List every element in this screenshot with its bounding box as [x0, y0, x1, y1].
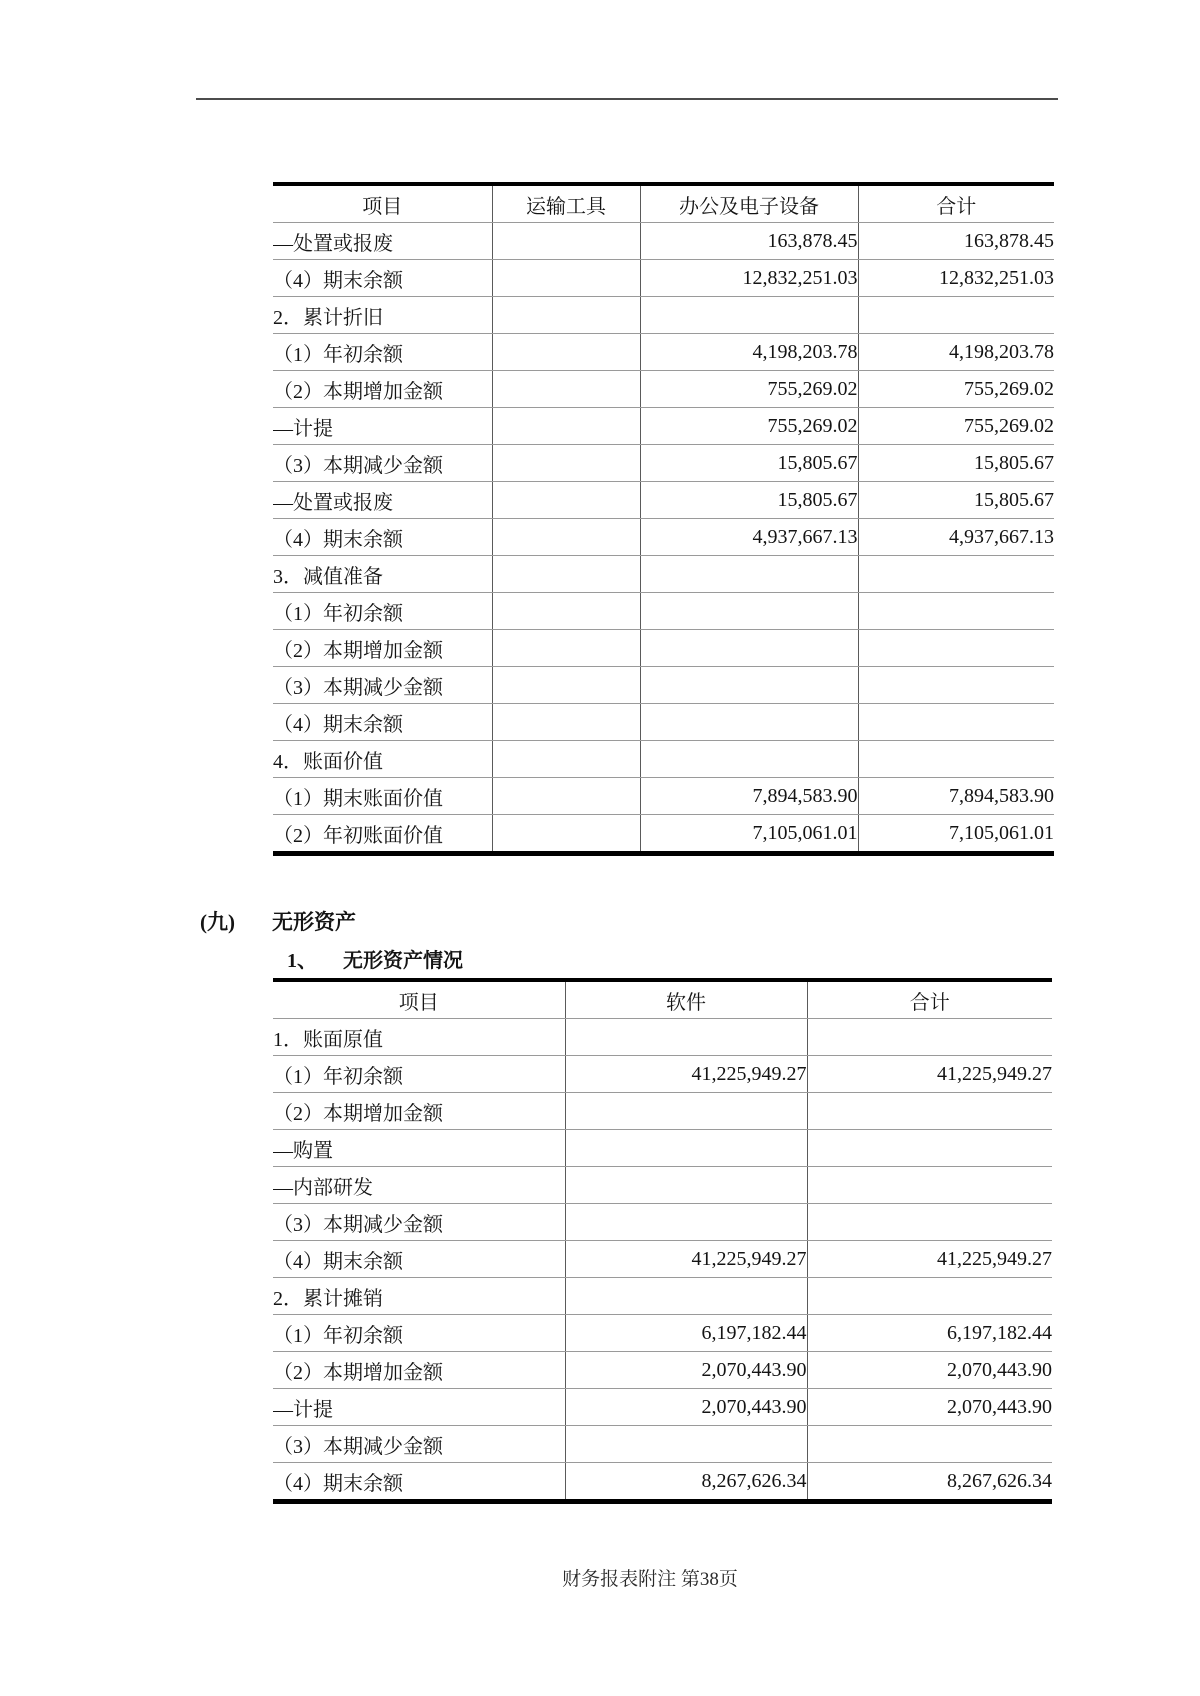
- table-row: [273, 297, 1054, 334]
- row-label-cell: 1．账面原值: [273, 1019, 565, 1056]
- row-label-cell: （3）本期减少金额: [273, 445, 492, 482]
- value-cell: [565, 1093, 807, 1130]
- value-cell: 7,105,061.01: [858, 815, 1054, 854]
- row-label-cell: 2．累计折旧: [273, 297, 492, 334]
- value-cell: [492, 445, 640, 482]
- column-header: 合计: [858, 184, 1054, 223]
- value-cell: [492, 741, 640, 778]
- value-cell: 15,805.67: [858, 445, 1054, 482]
- table-row: [273, 260, 1054, 297]
- value-cell: [565, 1130, 807, 1167]
- value-cell: 41,225,949.27: [807, 1241, 1052, 1278]
- table-row: [273, 1463, 1052, 1502]
- header-row: [273, 184, 1054, 223]
- value-cell: 4,937,667.13: [640, 519, 858, 556]
- value-cell: [492, 593, 640, 630]
- value-cell: 15,805.67: [640, 482, 858, 519]
- table-row: [273, 1278, 1052, 1315]
- value-cell: 6,197,182.44: [565, 1315, 807, 1352]
- value-cell: [492, 778, 640, 815]
- table-row: [273, 1352, 1052, 1389]
- value-cell: 163,878.45: [858, 223, 1054, 260]
- column-header: 软件: [565, 980, 807, 1019]
- row-label-cell: —计提: [273, 408, 492, 445]
- value-cell: 41,225,949.27: [807, 1056, 1052, 1093]
- subsection-number: 1、: [287, 950, 317, 972]
- table-row: [273, 334, 1054, 371]
- value-cell: [807, 1093, 1052, 1130]
- value-cell: 163,878.45: [640, 223, 858, 260]
- row-label-cell: （1）年初余额: [273, 593, 492, 630]
- section-title: 无形资产: [272, 910, 356, 934]
- row-label-cell: 4．账面价值: [273, 741, 492, 778]
- value-cell: [492, 704, 640, 741]
- row-label-cell: （4）期末余额: [273, 704, 492, 741]
- table-row: [273, 593, 1054, 630]
- row-label-cell: （1）期末账面价值: [273, 778, 492, 815]
- table-row: [273, 519, 1054, 556]
- table-row: [273, 1389, 1052, 1426]
- value-cell: [565, 1167, 807, 1204]
- value-cell: [565, 1204, 807, 1241]
- value-cell: [492, 519, 640, 556]
- value-cell: [858, 297, 1054, 334]
- table-row: [273, 482, 1054, 519]
- value-cell: [858, 556, 1054, 593]
- value-cell: 15,805.67: [858, 482, 1054, 519]
- value-cell: [492, 482, 640, 519]
- value-cell: 6,197,182.44: [807, 1315, 1052, 1352]
- value-cell: 2,070,443.90: [807, 1352, 1052, 1389]
- value-cell: 755,269.02: [858, 408, 1054, 445]
- row-label-cell: （2）年初账面价值: [273, 815, 492, 854]
- value-cell: 8,267,626.34: [565, 1463, 807, 1502]
- row-label-cell: （4）期末余额: [273, 1463, 565, 1502]
- value-cell: [492, 297, 640, 334]
- value-cell: [807, 1426, 1052, 1463]
- value-cell: [492, 556, 640, 593]
- row-label-cell: —计提: [273, 1389, 565, 1426]
- value-cell: [492, 260, 640, 297]
- value-cell: [807, 1204, 1052, 1241]
- value-cell: [807, 1019, 1052, 1056]
- intangible-assets-table-body: [273, 1019, 1052, 1502]
- value-cell: 8,267,626.34: [807, 1463, 1052, 1502]
- value-cell: [640, 667, 858, 704]
- column-header: 办公及电子设备: [640, 184, 858, 223]
- table-row: [273, 1167, 1052, 1204]
- value-cell: [858, 704, 1054, 741]
- row-label-cell: （1）年初余额: [273, 334, 492, 371]
- value-cell: 12,832,251.03: [640, 260, 858, 297]
- fixed-assets-table: [273, 182, 1054, 856]
- value-cell: [565, 1278, 807, 1315]
- row-label-cell: （2）本期增加金额: [273, 1352, 565, 1389]
- table-row: [273, 371, 1054, 408]
- value-cell: [858, 667, 1054, 704]
- value-cell: [640, 556, 858, 593]
- value-cell: [807, 1130, 1052, 1167]
- value-cell: [858, 593, 1054, 630]
- value-cell: 2,070,443.90: [565, 1352, 807, 1389]
- value-cell: 4,937,667.13: [858, 519, 1054, 556]
- column-header: 合计: [807, 980, 1052, 1019]
- table-row: [273, 1130, 1052, 1167]
- table-row: [273, 1204, 1052, 1241]
- value-cell: [492, 371, 640, 408]
- value-cell: 41,225,949.27: [565, 1241, 807, 1278]
- header-row: [273, 980, 1052, 1019]
- value-cell: 2,070,443.90: [807, 1389, 1052, 1426]
- value-cell: [565, 1426, 807, 1463]
- table-row: [273, 1241, 1052, 1278]
- row-label-cell: （2）本期增加金额: [273, 1093, 565, 1130]
- value-cell: [640, 704, 858, 741]
- value-cell: [640, 741, 858, 778]
- table-row: [273, 778, 1054, 815]
- row-label-cell: —处置或报废: [273, 482, 492, 519]
- value-cell: [640, 630, 858, 667]
- row-label-cell: 3．减值准备: [273, 556, 492, 593]
- fixed-assets-table-body: [273, 223, 1054, 854]
- column-header: 项目: [273, 184, 492, 223]
- value-cell: [492, 408, 640, 445]
- value-cell: [492, 815, 640, 854]
- value-cell: [858, 741, 1054, 778]
- column-header: 项目: [273, 980, 565, 1019]
- value-cell: [640, 593, 858, 630]
- table-row: [273, 1426, 1052, 1463]
- value-cell: 12,832,251.03: [858, 260, 1054, 297]
- value-cell: 755,269.02: [640, 371, 858, 408]
- value-cell: [858, 630, 1054, 667]
- column-header: 运输工具: [492, 184, 640, 223]
- value-cell: 755,269.02: [858, 371, 1054, 408]
- row-label-cell: （4）期末余额: [273, 260, 492, 297]
- table-row: [273, 1093, 1052, 1130]
- table-row: [273, 556, 1054, 593]
- row-label-cell: （1）年初余额: [273, 1315, 565, 1352]
- table-row: [273, 223, 1054, 260]
- value-cell: [807, 1278, 1052, 1315]
- row-label-cell: （2）本期增加金额: [273, 630, 492, 667]
- table-row: [273, 741, 1054, 778]
- page-header-rule: [196, 98, 1058, 100]
- row-label-cell: （3）本期减少金额: [273, 667, 492, 704]
- row-label-cell: 2．累计摊销: [273, 1278, 565, 1315]
- value-cell: 7,894,583.90: [640, 778, 858, 815]
- value-cell: 2,070,443.90: [565, 1389, 807, 1426]
- section-number: (九): [200, 910, 235, 934]
- value-cell: 7,105,061.01: [640, 815, 858, 854]
- value-cell: 7,894,583.90: [858, 778, 1054, 815]
- value-cell: [492, 630, 640, 667]
- value-cell: [492, 334, 640, 371]
- value-cell: 15,805.67: [640, 445, 858, 482]
- page-footer: 财务报表附注 第38页: [562, 1569, 738, 1590]
- table-row: [273, 704, 1054, 741]
- intangible-assets-table-header: [273, 980, 1052, 1019]
- intangible-assets-table: [273, 978, 1052, 1504]
- value-cell: [565, 1019, 807, 1056]
- row-label-cell: （4）期末余额: [273, 519, 492, 556]
- value-cell: [492, 223, 640, 260]
- value-cell: [807, 1167, 1052, 1204]
- table-row: [273, 1019, 1052, 1056]
- table-row: [273, 667, 1054, 704]
- row-label-cell: —处置或报废: [273, 223, 492, 260]
- value-cell: 41,225,949.27: [565, 1056, 807, 1093]
- row-label-cell: （2）本期增加金额: [273, 371, 492, 408]
- subsection-title: 无形资产情况: [343, 950, 463, 972]
- table-row: [273, 445, 1054, 482]
- table-row: [273, 630, 1054, 667]
- row-label-cell: （3）本期减少金额: [273, 1204, 565, 1241]
- table-row: [273, 815, 1054, 854]
- row-label-cell: （1）年初余额: [273, 1056, 565, 1093]
- value-cell: 4,198,203.78: [640, 334, 858, 371]
- table-row: [273, 408, 1054, 445]
- row-label-cell: （4）期末余额: [273, 1241, 565, 1278]
- value-cell: 4,198,203.78: [858, 334, 1054, 371]
- row-label-cell: （3）本期减少金额: [273, 1426, 565, 1463]
- value-cell: [492, 667, 640, 704]
- table-row: [273, 1056, 1052, 1093]
- fixed-assets-table-header: [273, 184, 1054, 223]
- table-row: [273, 1315, 1052, 1352]
- value-cell: [640, 297, 858, 334]
- value-cell: 755,269.02: [640, 408, 858, 445]
- row-label-cell: —购置: [273, 1130, 565, 1167]
- row-label-cell: —内部研发: [273, 1167, 565, 1204]
